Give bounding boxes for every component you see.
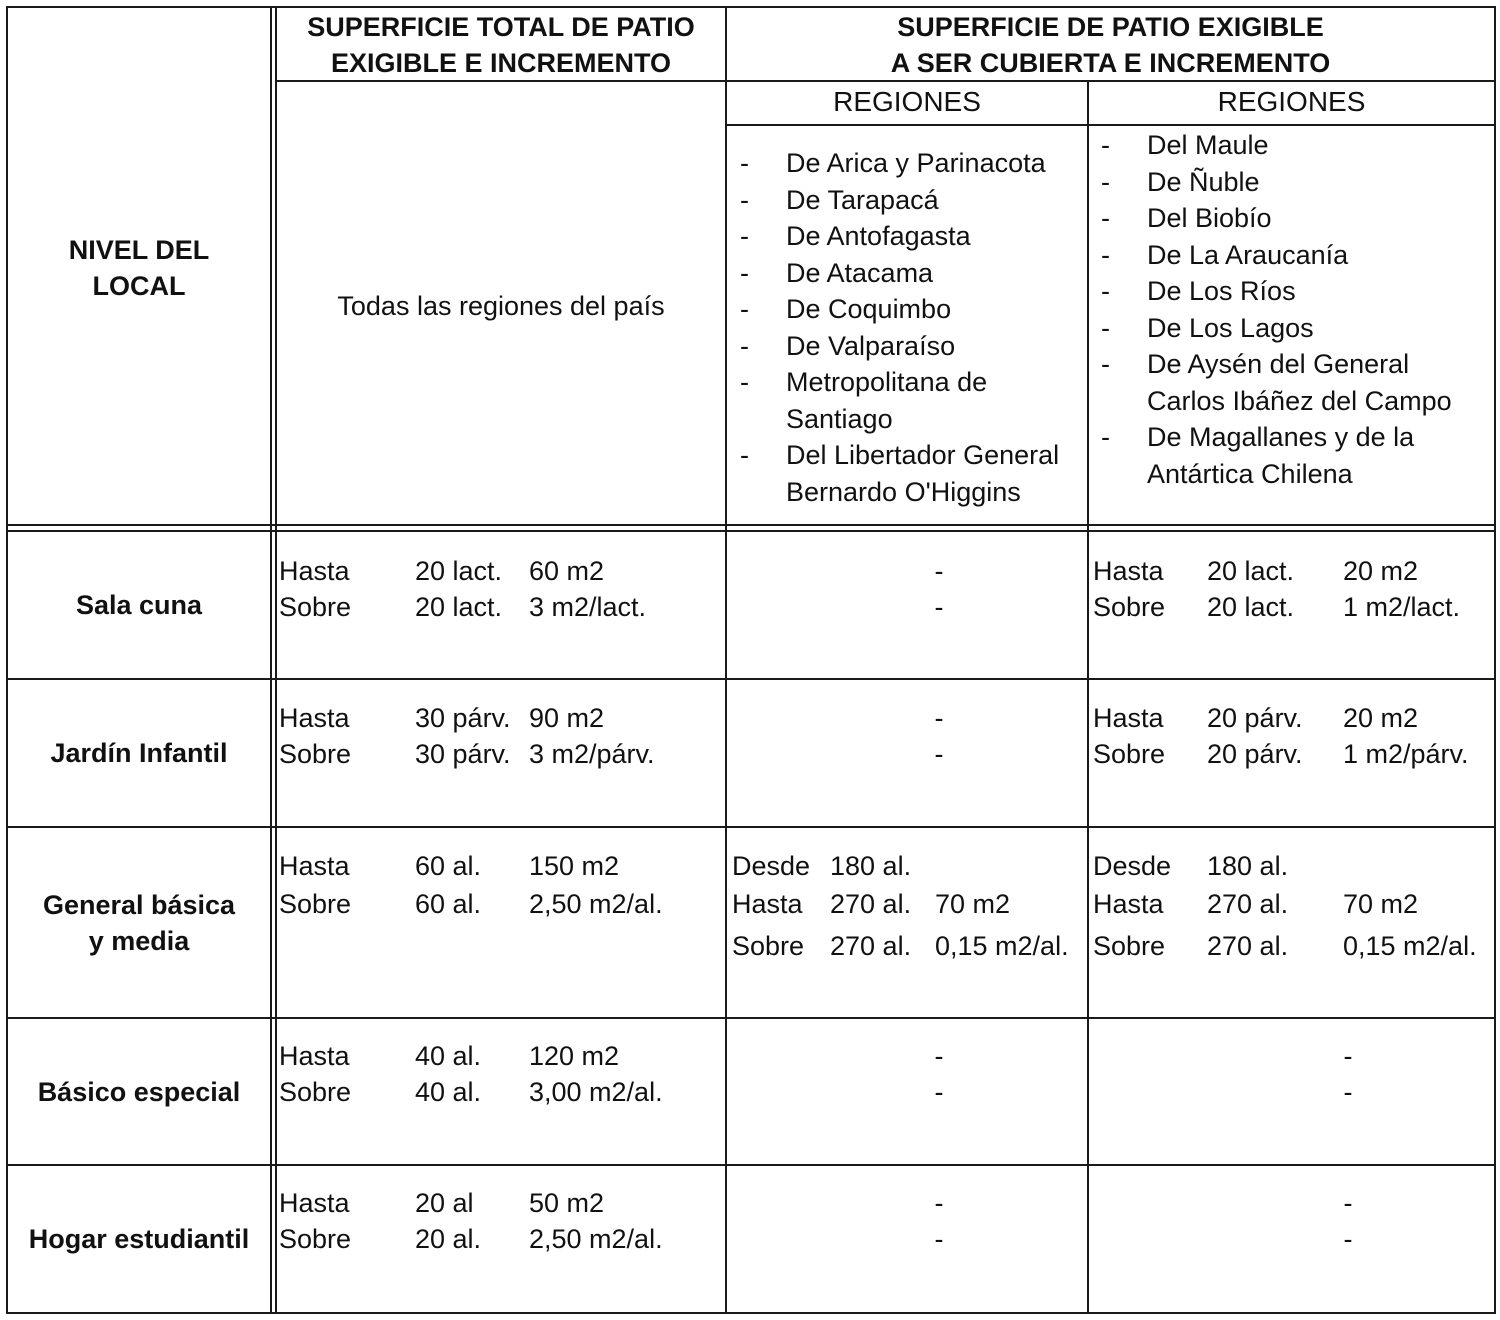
header-line-2 <box>725 124 1496 126</box>
cubierta-cell: 270 al. <box>1207 889 1289 919</box>
region-name: Del Libertador General <box>786 440 1060 470</box>
region-item <box>728 182 1059 219</box>
total-cell: 20 al. <box>415 1224 482 1254</box>
cubierta-cell: Sobre <box>732 931 805 961</box>
total-cell: 120 m2 <box>529 1041 620 1071</box>
total-cell: 2,50 m2/al. <box>529 889 663 919</box>
bullet-dash: - <box>740 221 749 251</box>
region-name: Bernardo O'Higgins <box>786 476 1021 507</box>
cubierta-cell: 180 al. <box>830 851 912 881</box>
cubierta-cell: 1 m2/párv. <box>1343 739 1469 769</box>
cubierta-cell: 20 lact. <box>1207 556 1295 586</box>
region-name: De Coquimbo <box>786 294 952 324</box>
region-item <box>1089 164 1452 201</box>
region-item <box>728 145 1059 182</box>
cubierta-cell: 180 al. <box>1207 851 1289 881</box>
empty-dash: - <box>934 556 944 586</box>
total-cell: Hasta <box>279 1041 350 1071</box>
region-item <box>728 364 1059 401</box>
cubierta-cell: 20 lact. <box>1207 592 1295 622</box>
region-item <box>1089 237 1452 274</box>
cubierta-cell: 270 al. <box>830 931 912 961</box>
empty-dash: - <box>934 1077 944 1107</box>
total-cell: Sobre <box>279 739 352 769</box>
region-name: De Magallanes y de la <box>1147 422 1415 452</box>
region-item <box>1089 127 1452 164</box>
bullet-dash: - <box>740 330 749 361</box>
region-item <box>728 255 1059 292</box>
region-name: De Los Ríos <box>1147 276 1296 306</box>
cubierta-cell: 0,15 m2/al. <box>935 931 1069 961</box>
bullet-dash: - <box>1101 349 1110 379</box>
cubierta-cell: 70 m2 <box>935 889 1011 919</box>
region-item <box>728 328 1059 365</box>
empty-dash: - <box>934 703 944 733</box>
bullet-dash: - <box>740 440 749 470</box>
regiones-b-list <box>1089 127 1452 492</box>
empty-dash: - <box>1343 1224 1353 1254</box>
region-item <box>728 474 1059 511</box>
total-cell: Hasta <box>279 1188 350 1218</box>
total-cell: 30 párv. <box>415 739 511 769</box>
regiones-a-title: REGIONES <box>833 86 981 117</box>
cubierta-header <box>727 9 1494 81</box>
region-name: De Atacama <box>786 257 934 288</box>
empty-dash: - <box>934 592 944 622</box>
region-name: De La Araucanía <box>1147 239 1349 270</box>
nivel-label: Jardín Infantil <box>50 738 228 768</box>
total-cell: 60 al. <box>415 851 482 881</box>
region-name: Metropolitana de <box>786 367 988 397</box>
total-cell: 40 al. <box>415 1041 482 1071</box>
region-item <box>728 291 1059 328</box>
total-cell: 30 párv. <box>415 703 511 733</box>
total-header-line2: EXIGIBLE E INCREMENTO <box>330 48 672 78</box>
nivel-label: y media <box>88 925 190 956</box>
empty-dash: - <box>934 739 944 769</box>
region-name: Del Maule <box>1147 130 1269 160</box>
region-item <box>1089 456 1452 493</box>
region-name: Antártica Chilena <box>1147 458 1353 489</box>
divider-total-cubierta <box>725 6 727 1314</box>
total-cell: 20 lact. <box>415 556 503 586</box>
header-bottom-b <box>6 530 1496 532</box>
region-item <box>1089 200 1452 237</box>
total-cell: 60 m2 <box>529 556 605 586</box>
region-item <box>1089 273 1452 310</box>
nivel-label: General básica <box>42 889 236 920</box>
region-item <box>728 401 1059 438</box>
divider-nivel-a <box>270 6 272 1314</box>
cubierta-cell: 20 m2 <box>1343 703 1419 733</box>
bullet-dash: - <box>1101 203 1110 233</box>
total-cell: 2,50 m2/al. <box>529 1224 663 1254</box>
region-item <box>1089 346 1452 383</box>
region-name: De Valparaíso <box>786 330 956 361</box>
total-cell: 3,00 m2/al. <box>529 1077 663 1107</box>
total-cell: Hasta <box>279 851 350 881</box>
region-item <box>1089 419 1452 456</box>
cubierta-header-line1: SUPERFICIE DE PATIO EXIGIBLE <box>897 12 1324 42</box>
cubierta-cell: 270 al. <box>830 889 912 919</box>
cubierta-cell: 270 al. <box>1207 931 1289 961</box>
nivel-header <box>8 232 270 304</box>
total-cell: 150 m2 <box>529 851 620 881</box>
total-cell: 20 lact. <box>415 592 503 622</box>
cubierta-header-line2: A SER CUBIERTA E INCREMENTO <box>890 48 1331 78</box>
cubierta-cell: Hasta <box>1093 556 1164 586</box>
empty-dash: - <box>1343 1077 1353 1107</box>
empty-dash: - <box>1343 1041 1353 1071</box>
empty-dash: - <box>934 1224 944 1254</box>
cubierta-cell: 20 párv. <box>1207 739 1303 769</box>
cubierta-cell: Sobre <box>1093 739 1166 769</box>
table-border-top <box>6 6 1496 8</box>
region-name: Santiago <box>786 403 893 434</box>
todas-regiones: Todas las regiones del país <box>337 291 665 321</box>
region-name: De Antofagasta <box>786 221 971 251</box>
bullet-dash: - <box>740 294 749 324</box>
region-name: Del Biobío <box>1147 203 1272 233</box>
total-cell: Sobre <box>279 592 352 622</box>
row-separator-4 <box>6 1164 1496 1166</box>
row-separator-3 <box>6 1017 1496 1019</box>
bullet-dash: - <box>1101 276 1110 306</box>
total-header-line1: SUPERFICIE TOTAL DE PATIO <box>307 12 695 42</box>
bullet-dash: - <box>1101 239 1110 270</box>
bullet-dash: - <box>1101 312 1110 343</box>
region-name: De Aysén del General <box>1147 349 1410 379</box>
region-name: Carlos Ibáñez del Campo <box>1147 385 1452 416</box>
nivel-header-line1: NIVEL DEL <box>68 235 210 265</box>
header-bottom-a <box>6 524 1496 526</box>
region-item <box>728 218 1059 255</box>
region-name: De Tarapacá <box>786 184 939 215</box>
cubierta-cell: Desde <box>732 851 811 881</box>
cubierta-cell: Hasta <box>1093 703 1164 733</box>
row-separator-2 <box>6 826 1496 828</box>
region-name: De Los Lagos <box>1147 312 1314 343</box>
regiones-a-list <box>728 145 1059 510</box>
regiones-b-title: REGIONES <box>1217 86 1366 117</box>
bullet-dash: - <box>740 148 749 178</box>
total-cell: 20 al <box>415 1188 474 1218</box>
cubierta-cell: 20 párv. <box>1207 703 1303 733</box>
cubierta-cell: 70 m2 <box>1343 889 1419 919</box>
cubierta-cell: Sobre <box>1093 931 1166 961</box>
total-cell: Sobre <box>279 1077 352 1107</box>
cubierta-cell: Hasta <box>1093 889 1164 919</box>
total-cell: 60 al. <box>415 889 482 919</box>
bullet-dash: - <box>740 184 749 215</box>
total-header <box>277 9 725 81</box>
nivel-label: Sala cuna <box>75 590 203 620</box>
nivel-header-line2: LOCAL <box>92 271 186 301</box>
cubierta-cell: Sobre <box>1093 592 1166 622</box>
total-cell: Hasta <box>279 556 350 586</box>
region-name: De Arica y Parinacota <box>786 148 1046 178</box>
total-cell: 40 al. <box>415 1077 482 1107</box>
total-cell: Sobre <box>279 1224 352 1254</box>
total-cell: 3 m2/párv. <box>529 739 655 769</box>
cubierta-cell: Hasta <box>732 889 803 919</box>
bullet-dash: - <box>740 367 749 397</box>
divider-nivel-b <box>275 6 277 1314</box>
empty-dash: - <box>934 1041 944 1071</box>
total-cell: 50 m2 <box>529 1188 605 1218</box>
bullet-dash: - <box>1101 130 1110 160</box>
cubierta-cell: 1 m2/lact. <box>1343 592 1461 622</box>
total-cell: Sobre <box>279 889 352 919</box>
table-border-left <box>6 6 8 1314</box>
region-item <box>728 437 1059 474</box>
total-cell: Hasta <box>279 703 350 733</box>
table-border-right <box>1494 6 1496 1314</box>
region-item <box>1089 310 1452 347</box>
table-border-bottom <box>6 1312 1496 1314</box>
nivel-label: Hogar estudiantil <box>28 1224 250 1254</box>
total-cell: 3 m2/lact. <box>529 592 647 622</box>
empty-dash: - <box>934 1188 944 1218</box>
bullet-dash: - <box>740 257 749 288</box>
cubierta-cell: 0,15 m2/al. <box>1343 931 1477 961</box>
bullet-dash: - <box>1101 422 1110 452</box>
bullet-dash: - <box>1101 166 1110 197</box>
region-item <box>1089 383 1452 420</box>
region-name: De Ñuble <box>1147 166 1260 197</box>
cubierta-cell: 20 m2 <box>1343 556 1419 586</box>
total-cell: 90 m2 <box>529 703 605 733</box>
row-separator-1 <box>6 678 1496 680</box>
nivel-label: Básico especial <box>37 1076 241 1107</box>
empty-dash: - <box>1343 1188 1353 1218</box>
cubierta-cell: Desde <box>1093 851 1172 881</box>
